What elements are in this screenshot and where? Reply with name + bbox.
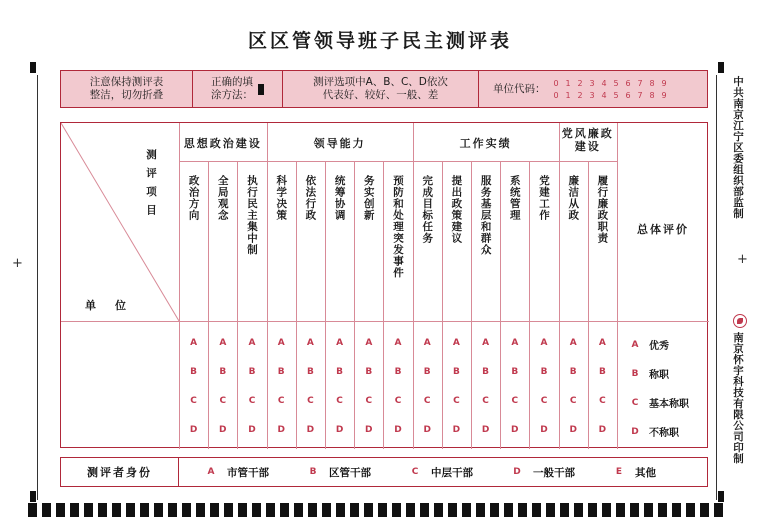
overall-option-label: 基本称职 — [649, 399, 689, 410]
rating-bubble[interactable]: C — [569, 396, 577, 406]
rating-bubble[interactable]: C — [307, 396, 314, 406]
rating-bubble[interactable]: C — [277, 396, 285, 406]
column-line — [354, 161, 355, 449]
timing-mark — [630, 503, 639, 517]
code-digit-bubble[interactable]: 8 — [649, 78, 655, 88]
rating-bubble[interactable]: A — [306, 338, 314, 348]
timing-mark — [350, 503, 359, 517]
timing-mark — [30, 491, 36, 502]
item-header: 完成目标任务 — [421, 175, 434, 244]
group-header: 党风廉政建设 — [561, 127, 614, 153]
rating-bubble[interactable]: A — [598, 338, 606, 348]
timing-mark — [238, 503, 247, 517]
item-header: 依法行政 — [304, 175, 317, 221]
timing-mark — [196, 503, 205, 517]
rating-bubble[interactable]: B — [452, 367, 460, 377]
rating-bubble[interactable]: A — [482, 338, 490, 348]
column-line — [413, 123, 414, 449]
rating-bubble[interactable]: B — [540, 367, 548, 377]
rating-bubble[interactable]: B — [248, 367, 256, 377]
overall-option[interactable] — [629, 395, 689, 410]
item-header: 党建工作 — [538, 175, 550, 221]
timing-mark — [686, 503, 695, 517]
group-header-underline — [179, 161, 267, 162]
code-digit-bubble[interactable]: 8 — [649, 90, 655, 100]
overall-option[interactable] — [629, 366, 669, 381]
rating-bubble[interactable]: D — [335, 425, 344, 435]
rating-bubble[interactable]: A — [219, 338, 227, 348]
timing-mark — [378, 503, 387, 517]
code-digit-bubble[interactable]: 9 — [661, 78, 667, 88]
rating-bubble[interactable]: C — [599, 396, 606, 406]
fill-method-label: 正确的填 涂方法： — [211, 76, 253, 101]
code-digit-bubble[interactable]: 3 — [589, 90, 595, 100]
rating-bubble[interactable]: B — [511, 367, 519, 377]
code-digit-bubble[interactable]: 7 — [637, 78, 643, 88]
code-digit-bubble[interactable]: 2 — [577, 90, 583, 100]
column-line — [383, 161, 384, 449]
identity-option[interactable] — [511, 465, 575, 480]
notice-text: 注意保持测评表 整洁，切勿折叠 — [61, 71, 193, 107]
rating-bubble[interactable]: D — [306, 425, 315, 435]
item-header: 提出政策建议 — [450, 175, 463, 244]
item-header: 务实创新 — [362, 175, 375, 221]
timing-mark — [546, 503, 555, 517]
rating-bubble[interactable]: B — [423, 367, 431, 377]
identity-option[interactable] — [409, 465, 473, 480]
code-digit-bubble[interactable]: 1 — [565, 78, 571, 88]
rating-bubble[interactable]: D — [189, 425, 198, 435]
timing-mark — [658, 503, 667, 517]
rating-bubble[interactable]: A — [423, 338, 431, 348]
item-header: 系统管理 — [508, 175, 521, 221]
column-line — [237, 161, 238, 449]
item-header: 服务基层和群众 — [479, 175, 492, 256]
identity-option-label: 一般干部 — [533, 466, 575, 479]
timing-mark — [602, 503, 611, 517]
timing-mark — [154, 503, 163, 517]
column-line — [559, 123, 560, 449]
code-row — [552, 90, 669, 101]
overall-option-label: 称职 — [649, 370, 669, 381]
identity-option-label: 市管干部 — [227, 466, 269, 479]
rating-bubble[interactable]: B — [336, 367, 344, 377]
code-digit-bubble[interactable]: 7 — [637, 90, 643, 100]
identity-bar — [60, 457, 708, 487]
rating-bubble[interactable]: D — [248, 425, 256, 435]
timing-mark — [28, 503, 37, 517]
identity-option[interactable] — [613, 465, 656, 480]
timing-mark — [448, 503, 457, 517]
rating-bubble[interactable]: D — [598, 425, 607, 435]
overall-bubble[interactable]: C — [631, 397, 639, 408]
rating-bubble[interactable]: C — [219, 396, 227, 406]
rating-bubble[interactable]: C — [453, 396, 460, 406]
timing-mark — [672, 503, 681, 517]
rating-bubble[interactable]: D — [569, 425, 577, 435]
rating-bubble[interactable]: B — [569, 367, 577, 377]
corner-diagonal-line — [61, 123, 179, 321]
column-line — [296, 161, 297, 449]
overall-option-label: 优秀 — [649, 341, 669, 352]
timing-mark — [392, 503, 401, 517]
timing-mark — [70, 503, 79, 517]
rating-bubble[interactable]: C — [423, 396, 431, 406]
rating-bubble[interactable]: D — [277, 425, 285, 435]
overall-header: 总体评价 — [637, 223, 689, 236]
timing-mark — [308, 503, 317, 517]
fill-method — [193, 71, 283, 107]
overall-bubble[interactable]: A — [631, 339, 639, 350]
timing-mark — [462, 503, 471, 517]
corner-top-label: 测评项目 — [145, 149, 157, 223]
timing-mark — [140, 503, 149, 517]
group-header-underline — [267, 161, 413, 162]
timing-mark — [574, 503, 583, 517]
group-header: 工作实绩 — [459, 137, 512, 150]
rating-bubble[interactable]: B — [394, 367, 402, 377]
overall-col-divider — [617, 123, 618, 449]
code-digit-bubble[interactable]: 6 — [625, 90, 631, 100]
rating-bubble[interactable]: B — [365, 367, 373, 377]
supervisor-text: 中共南京江宁区委组织部监制 — [732, 76, 744, 219]
rating-bubble[interactable]: D — [452, 425, 461, 435]
rating-bubble[interactable]: B — [306, 367, 314, 377]
timing-mark — [518, 503, 527, 517]
item-header: 廉洁从政 — [567, 175, 580, 221]
registration-mark: + — [737, 252, 748, 267]
code-digit-bubble[interactable]: 5 — [613, 78, 619, 88]
timing-mark — [434, 503, 443, 517]
rating-bubble[interactable]: C — [482, 396, 489, 406]
options-note: 测评选项中A、B、C、D依次 代表好、较好、一般、差 — [283, 71, 479, 107]
code-digit-bubble[interactable]: 5 — [613, 90, 619, 100]
overall-option[interactable] — [629, 337, 669, 352]
rating-bubble[interactable]: C — [511, 396, 519, 406]
timing-mark — [126, 503, 135, 517]
logo-icon — [733, 314, 747, 328]
rating-bubble[interactable]: B — [277, 367, 285, 377]
timing-mark — [84, 503, 93, 517]
timing-mark — [224, 503, 233, 517]
identity-bubble[interactable]: B — [309, 467, 317, 477]
rating-bubble[interactable]: B — [219, 367, 227, 377]
item-header: 履行廉政职责 — [596, 175, 609, 244]
code-digit-bubble[interactable]: 9 — [661, 90, 667, 100]
rating-bubble[interactable]: A — [190, 338, 198, 348]
rating-bubble[interactable]: A — [336, 338, 344, 348]
identity-bubble[interactable]: E — [615, 467, 623, 477]
code-digit-bubble[interactable]: 0 — [553, 78, 559, 88]
timing-mark — [42, 503, 51, 517]
timing-mark — [700, 503, 709, 517]
rating-bubble[interactable]: A — [569, 338, 577, 348]
timing-mark — [280, 503, 289, 517]
timing-mark — [168, 503, 177, 517]
corner-col-divider — [179, 123, 180, 449]
corner-diagonal — [61, 123, 179, 321]
filled-mark-icon — [258, 84, 264, 95]
overall-bubble[interactable]: D — [631, 426, 639, 437]
item-header: 全局观念 — [216, 175, 229, 221]
column-line — [325, 161, 326, 449]
rating-bubble[interactable]: C — [394, 396, 402, 406]
timing-mark — [252, 503, 261, 517]
code-row — [552, 78, 669, 89]
rating-bubble[interactable]: B — [598, 367, 606, 377]
timing-mark — [718, 491, 724, 502]
timing-mark — [406, 503, 415, 517]
timing-mark — [714, 503, 723, 517]
timing-mark — [644, 503, 653, 517]
timing-mark — [294, 503, 303, 517]
rating-bubble[interactable]: C — [365, 396, 373, 406]
identity-option[interactable] — [205, 465, 269, 480]
group-header: 领导能力 — [313, 137, 366, 150]
column-line — [500, 161, 501, 449]
code-digit-bubble[interactable]: 1 — [565, 90, 571, 100]
rating-bubble[interactable]: C — [190, 396, 197, 406]
overall-bubble[interactable]: B — [631, 368, 639, 379]
right-border-line — [716, 75, 717, 500]
overall-option[interactable] — [629, 424, 679, 439]
group-header-underline — [413, 161, 559, 162]
identity-option[interactable] — [307, 465, 371, 480]
group-header: 思想政治建设 — [183, 137, 262, 150]
timing-mark — [560, 503, 569, 517]
timing-mark — [112, 503, 121, 517]
rating-bubble[interactable]: D — [511, 425, 519, 435]
unit-code — [479, 71, 707, 107]
header-body-divider — [61, 321, 709, 322]
timing-mark — [182, 503, 191, 517]
column-line — [471, 161, 472, 449]
identity-options — [179, 465, 668, 480]
timing-mark — [266, 503, 275, 517]
unit-code-grid[interactable] — [552, 78, 669, 101]
rating-bubble[interactable]: A — [511, 338, 519, 348]
rating-bubble[interactable]: B — [190, 367, 198, 377]
rating-bubble[interactable]: D — [365, 425, 373, 435]
rating-bubble[interactable]: A — [277, 338, 285, 348]
overall-option-label: 不称职 — [649, 428, 679, 439]
rating-bubble[interactable]: A — [248, 338, 256, 348]
timing-mark — [364, 503, 373, 517]
form-title: 区区管领导班子民主测评表 — [247, 30, 512, 52]
rating-bubble[interactable]: C — [336, 396, 343, 406]
timing-mark — [30, 62, 36, 73]
timing-mark — [532, 503, 541, 517]
item-header: 科学决策 — [275, 175, 288, 221]
column-line — [267, 123, 268, 449]
code-digit-bubble[interactable]: 3 — [589, 78, 595, 88]
column-line — [442, 161, 443, 449]
rating-bubble[interactable]: B — [482, 367, 490, 377]
timing-mark — [588, 503, 597, 517]
rating-bubble[interactable]: D — [540, 425, 548, 435]
rating-bubble[interactable]: D — [423, 425, 431, 435]
rating-bubble[interactable]: A — [452, 338, 460, 348]
rating-bubble[interactable]: A — [394, 338, 402, 348]
corner-bottom-label: 单 位 — [85, 299, 130, 312]
registration-mark: + — [12, 256, 23, 271]
rating-bubble[interactable]: C — [540, 396, 548, 406]
printer-text: 南京怀宇科技有限公司印制 — [732, 332, 744, 464]
rating-bubble[interactable]: C — [248, 396, 256, 406]
identity-option-label: 区管干部 — [329, 466, 371, 479]
item-header: 执行民主集中制 — [246, 175, 258, 256]
item-header: 政治方向 — [187, 175, 200, 221]
identity-bubble[interactable]: C — [411, 467, 419, 477]
identity-bubble[interactable]: A — [207, 467, 215, 477]
rating-bubble[interactable]: D — [481, 425, 490, 435]
unit-code-label: 单位代码： — [493, 82, 546, 95]
identity-label: 测评者身份 — [61, 458, 179, 486]
timing-track — [28, 503, 734, 517]
identity-option-label: 中层干部 — [431, 466, 473, 479]
info-bar — [60, 70, 708, 108]
code-digit-bubble[interactable]: 4 — [601, 90, 607, 100]
rating-bubble[interactable]: D — [394, 425, 402, 435]
rating-bubble[interactable]: A — [365, 338, 373, 348]
rating-grid — [60, 122, 708, 448]
timing-mark — [490, 503, 499, 517]
item-header: 预防和处理突发事件 — [392, 175, 404, 279]
timing-mark — [420, 503, 429, 517]
code-digit-bubble[interactable]: 0 — [553, 90, 559, 100]
timing-mark — [718, 62, 724, 73]
timing-mark — [504, 503, 513, 517]
timing-mark — [336, 503, 345, 517]
column-line — [208, 161, 209, 449]
timing-mark — [322, 503, 331, 517]
item-header: 统筹协调 — [333, 175, 346, 221]
code-digit-bubble[interactable]: 4 — [601, 78, 607, 88]
rating-bubble[interactable]: A — [540, 338, 548, 348]
timing-mark — [98, 503, 107, 517]
rating-bubble[interactable]: D — [219, 425, 227, 435]
column-line — [588, 161, 589, 449]
left-border-line — [37, 75, 38, 500]
identity-bubble[interactable]: D — [513, 467, 521, 477]
timing-mark — [210, 503, 219, 517]
code-digit-bubble[interactable]: 2 — [577, 78, 583, 88]
column-line — [529, 161, 530, 449]
identity-option-label: 其他 — [635, 466, 656, 479]
timing-mark — [616, 503, 625, 517]
code-digit-bubble[interactable]: 6 — [625, 78, 631, 88]
timing-mark — [476, 503, 485, 517]
timing-mark — [56, 503, 65, 517]
